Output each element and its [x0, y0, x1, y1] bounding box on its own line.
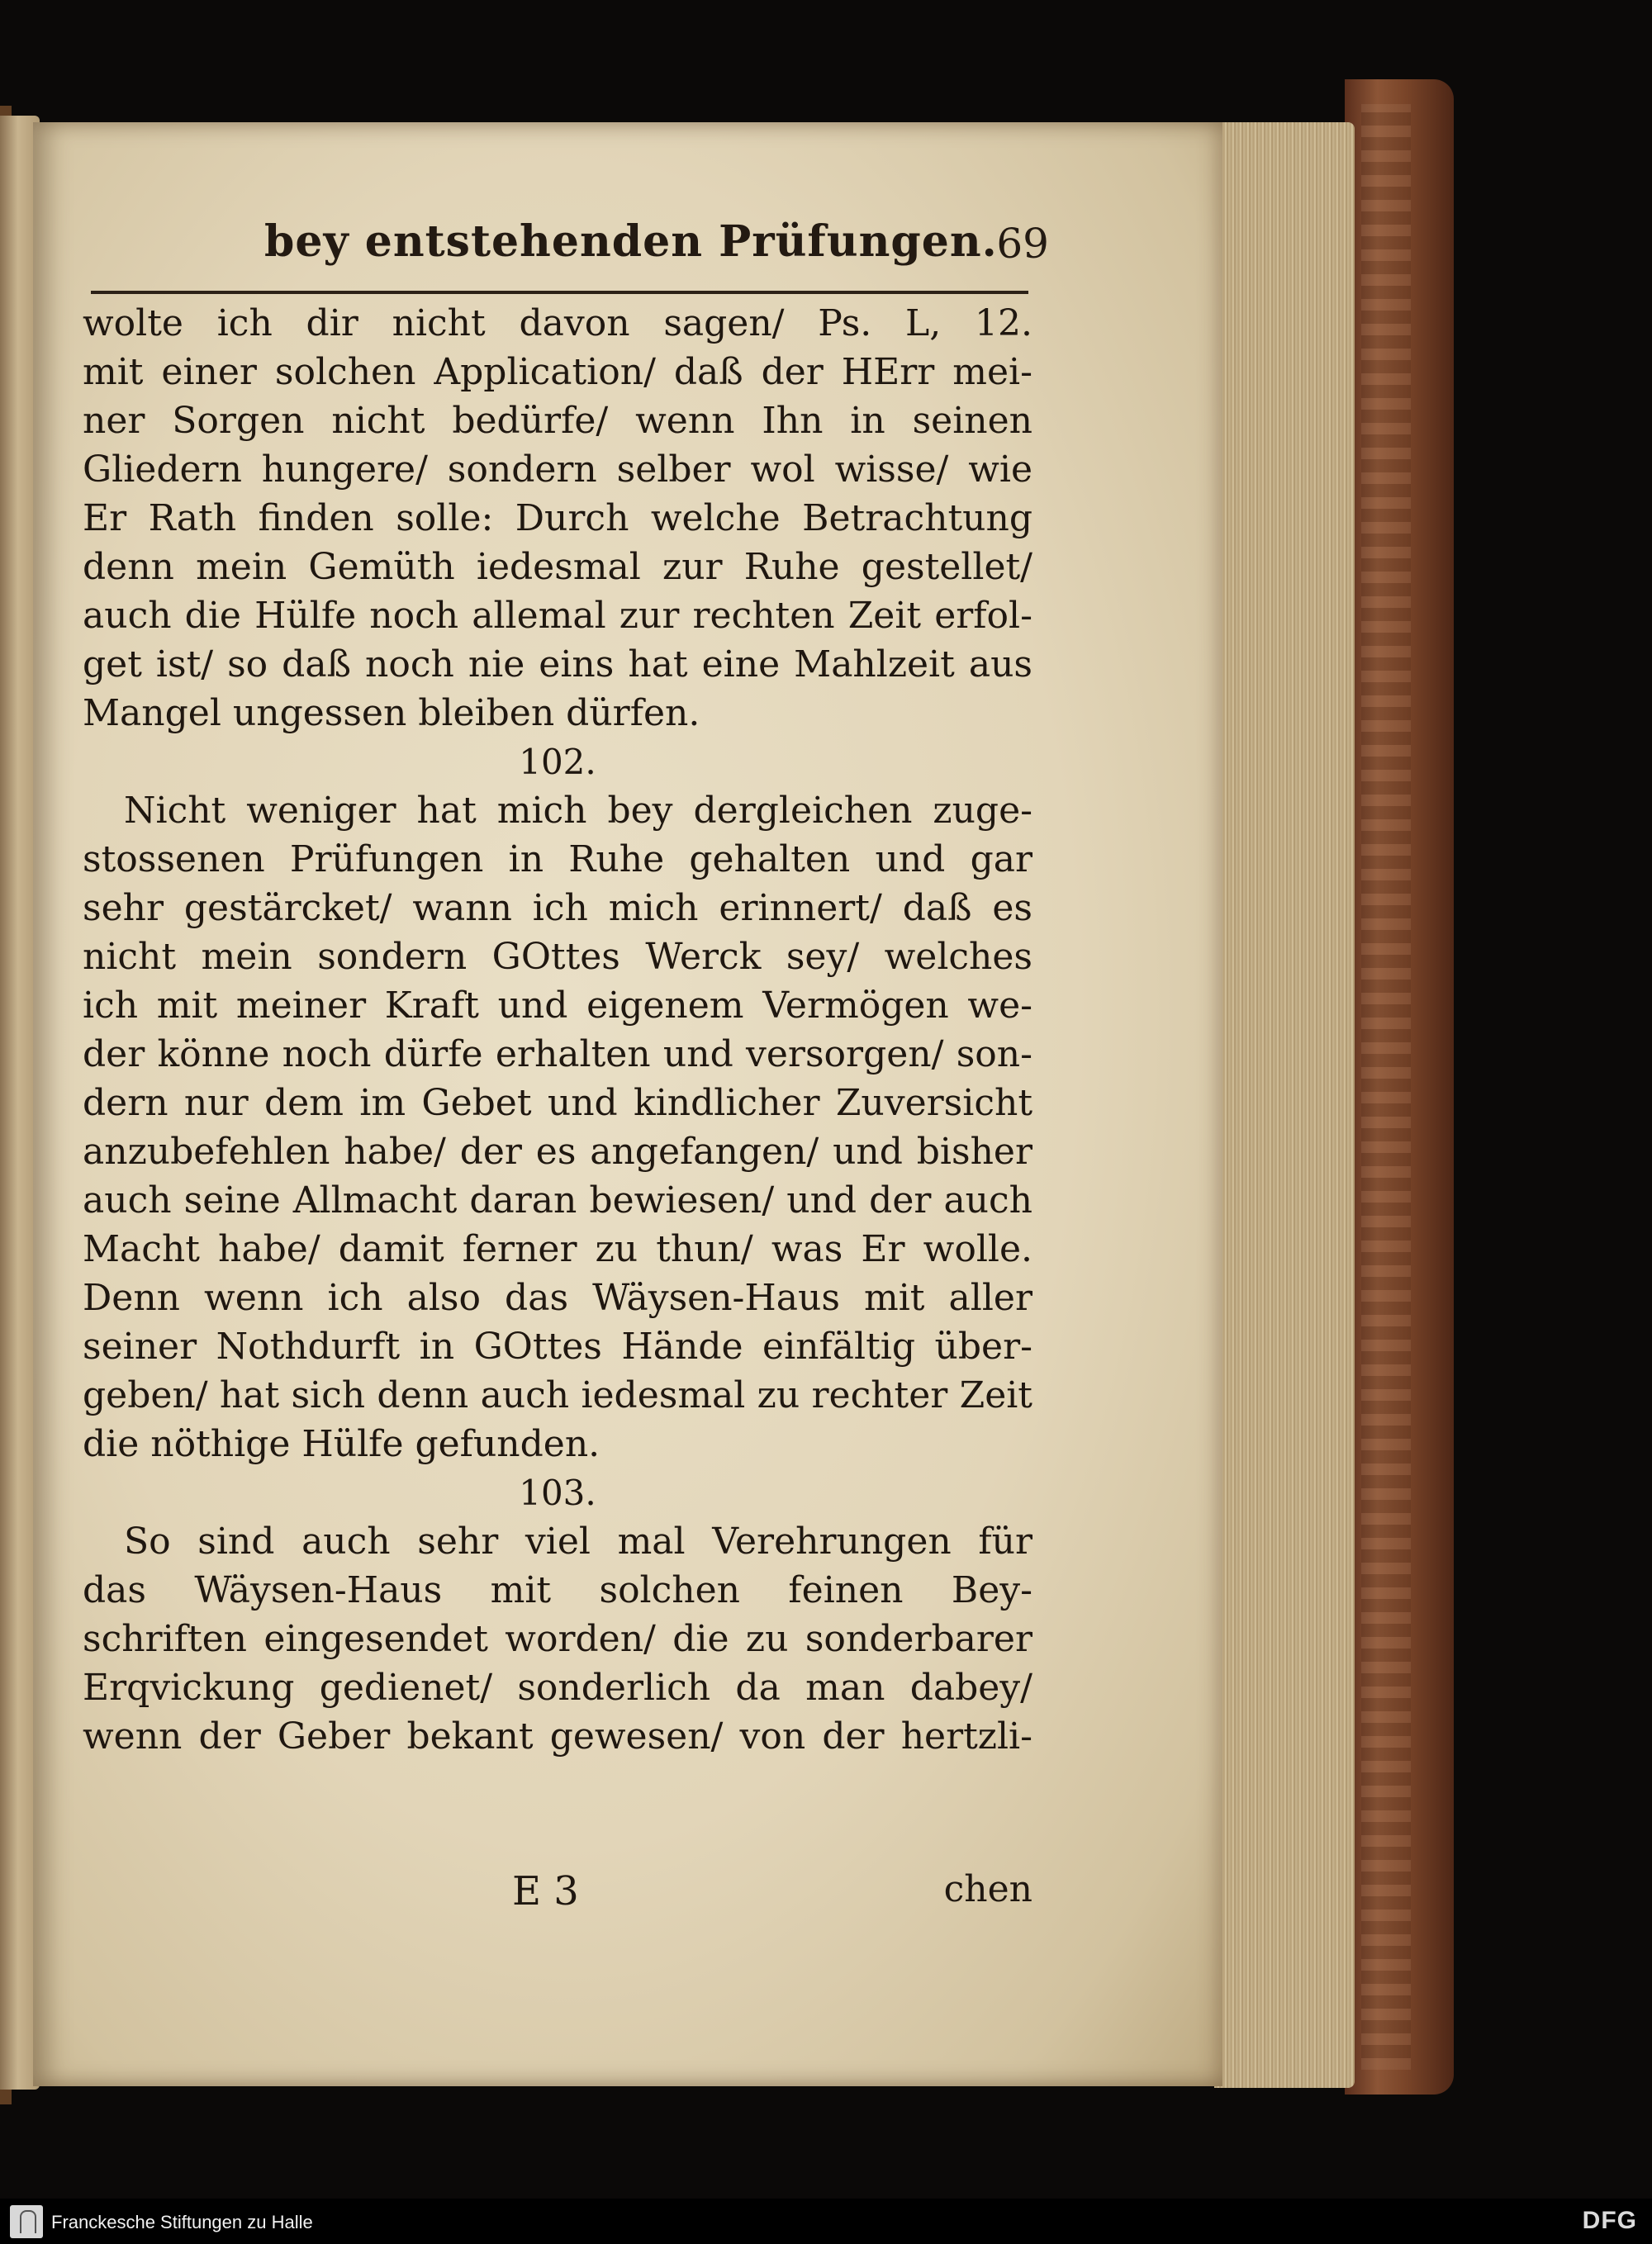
text-line: seiner Nothdurft in GOttes Hände einfältig über- — [83, 1326, 1032, 1368]
text-line: wenn der Geber bekant gewesen/ von der hertzli- — [83, 1715, 1032, 1758]
text-line: So sind auch sehr viel mal Verehrungen für — [124, 1521, 1032, 1563]
header-rule — [91, 291, 1028, 294]
text-line: auch seine Allmacht daran bewiesen/ und der auch — [83, 1179, 1032, 1222]
text-line: stossenen Prüfungen in Ruhe gehalten und gar — [83, 838, 1032, 880]
text-line: nicht mein sondern GOttes Werck sey/ welches — [83, 936, 1032, 978]
section-number: 102. — [519, 742, 596, 782]
dfg-logo: DFG — [1582, 2207, 1637, 2234]
book-spine — [1345, 79, 1454, 2095]
page-number: 69 — [996, 220, 1049, 268]
text-line: ner Sorgen nicht bedürfe/ wenn Ihn in seinen — [83, 400, 1032, 442]
text-line: Er Rath finden solle: Durch welche Betrachtung — [83, 497, 1032, 539]
signature-mark: E 3 — [512, 1868, 579, 1914]
body-text — [83, 299, 1032, 1761]
text-line: Gliedern hungere/ sondern selber wol wisse/ wie — [83, 448, 1032, 491]
text-line: ich mit meiner Kraft und eigenem Vermögen we- — [83, 984, 1032, 1027]
page-header — [91, 216, 1049, 282]
text-line: Macht habe/ damit ferner zu thun/ was Er wolle. — [83, 1228, 1032, 1270]
text-line: Denn wenn ich also das Wäysen-Haus mit aller — [83, 1277, 1032, 1319]
text-line: get ist/ so daß noch nie eins hat eine Mahlzeit aus — [83, 643, 1032, 686]
text-line: dern nur dem im Gebet und kindlicher Zuversicht — [83, 1082, 1032, 1124]
text-line: mit einer solchen Application/ daß der HErr mei- — [83, 351, 1032, 393]
page-foot — [83, 1868, 1032, 1926]
running-head: bey entstehenden Prüfungen. — [264, 216, 998, 267]
text-line: wolte ich dir nicht davon sagen/ Ps. L, 12. — [83, 302, 1032, 344]
text-line: die nöthige Hülfe gefunden. — [83, 1423, 601, 1465]
page-edges — [1214, 122, 1355, 2088]
text-line: auch die Hülfe noch allemal zur rechten Zeit erfol- — [83, 595, 1032, 637]
institution-name: Franckesche Stiftungen zu Halle — [51, 2212, 313, 2232]
viewer-footer — [0, 2199, 1652, 2244]
text-line: anzubefehlen habe/ der es angefangen/ und bisher — [83, 1131, 1032, 1173]
text-line: geben/ hat sich denn auch iedesmal zu rechter Zeit — [83, 1374, 1032, 1416]
text-line: Nicht weniger hat mich bey dergleichen zuge- — [124, 790, 1032, 832]
text-line: sehr gestärcket/ wann ich mich erinnert/ daß es — [83, 887, 1032, 929]
catchword: chen — [943, 1868, 1032, 1910]
section-number: 103. — [519, 1473, 596, 1513]
text-line: der könne noch dürfe erhalten und versorgen/ son- — [83, 1033, 1032, 1075]
text-line: Erqvickung gedienet/ sonderlich da man dabey/ — [83, 1667, 1032, 1709]
text-line: denn mein Gemüth iedesmal zur Ruhe gestellet/ — [83, 546, 1032, 588]
institution-logo-icon — [10, 2205, 43, 2238]
text-line: das Wäysen-Haus mit solchen feinen Bey- — [83, 1569, 1032, 1611]
text-line: schriften eingesendet worden/ die zu sonderbarer — [83, 1618, 1032, 1660]
text-line: Mangel ungessen bleiben dürfen. — [83, 692, 700, 734]
